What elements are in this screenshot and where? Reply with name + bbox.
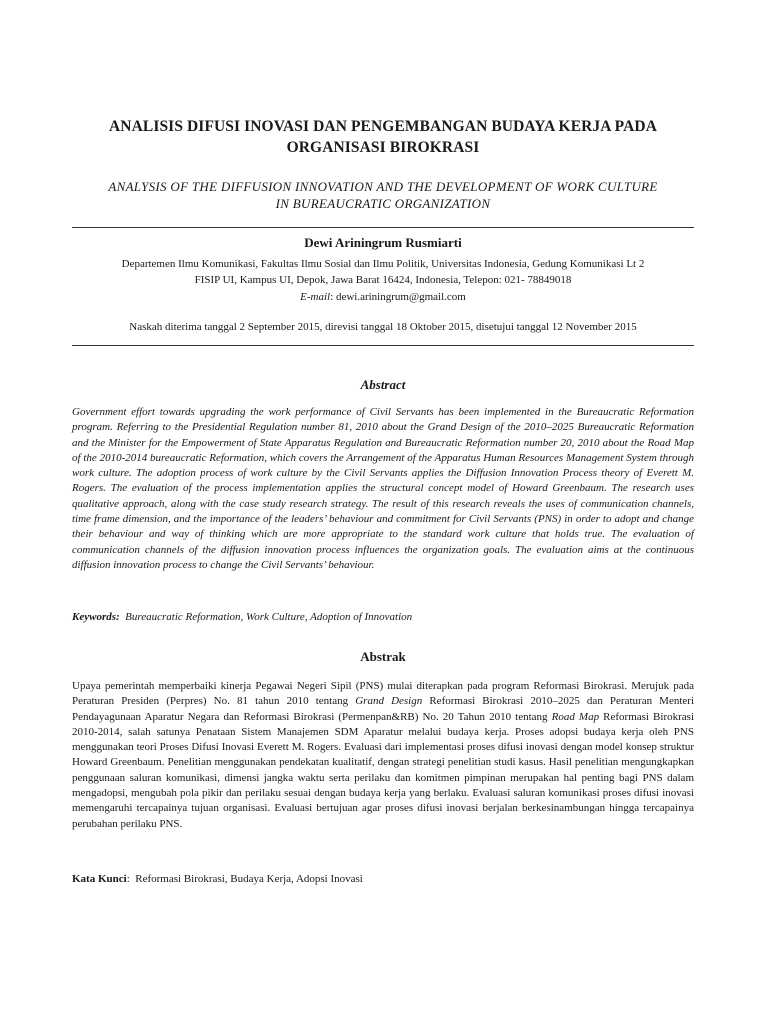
- abstrak-grand-design: Grand Design: [355, 695, 423, 708]
- divider-bottom: [72, 345, 694, 346]
- author-name: Dewi Ariningrum Rusmiarti: [304, 235, 462, 250]
- submission-dates: Naskah diterima tanggal 2 September 2015, direvisi tanggal 18 Oktober 2015, disetujui tanggal 12 November 2015: [129, 321, 637, 333]
- paper-title: [72, 116, 694, 158]
- abstrak-body: [72, 679, 694, 832]
- email-label: E-mail: [300, 291, 331, 303]
- abstract-body: Government effort towards upgrading the work performance of Civil Servants has been implemented in the Bureaucratic Reformation program. Referring to the Presidential Regulation number 81, 2010 about the Grand Design of the 2010–2025 Bureaucratic Reformation and the Minister for the Empowerment of State Apparatus Regulation and Bureaucratic Reformation number 20, 2010 about the Road Map of the 2010-2014 bureaucratic Reformation, which covers the Arrangement of the Apparatus Human Resources Management System through work culture. The adoption process of work culture by the Civil Servants applies the Diffusion Innovation Process theory of Everett M. Rogers. The evaluation of the process implementation applies the structural concept model of Howard Greenbaum. The research uses qualitative approach, along with the case study research strategy. The result of this research reveals the uses of communication channels, time frame dimension, and the importance of the leaders’ behaviour and commitment for Civil Servants (PNS) in order to adopt and change their behaviour and way of thinking which are more appropriate to the standard work culture that holds true. The evaluation of communication channels of the diffusion innovation process influences the organization goals. The evaluation aims at the continuous diffusion innovation process to change the Civil Servants’ behaviour.: [72, 406, 694, 571]
- divider-top: [72, 227, 694, 228]
- abstrak-part-2: Reformasi Birokrasi 2010–2025 dan Peraturan Menteri Pendayagunaan Aparatur Negara dan Reformasi Birokrasi (Permenpan&RB) No. 20 Tahun 2010 tentang: [72, 695, 694, 723]
- abstract-heading: Abstract: [360, 377, 406, 392]
- title-line-1: ANALISIS DIFUSI INOVASI DAN PENGEMBANGAN BUDAYA KERJA PADA: [109, 118, 657, 135]
- paper-title-english: [72, 178, 694, 212]
- keywords-label: Keywords:: [72, 611, 120, 623]
- abstrak-part-3: Reformasi Birokrasi 2010-2014, salah satunya Penataan Sistem Manajemen SDM Aparatur melalui budaya kerja. Proses adopsi budaya kerja oleh PNS menggunakan teori Proses Difusi Inovasi Everett M. Rogers. Evaluasi dari implementasi proses difusi inovasi dengan model konsep struktur Howard Greenbaum. Penelitian menggunakan pendekatan kualitatif, dengan strategi penelitian studi kasus. Hasil penelitian mengungkapkan penggunaan saluran komunikasi, dimensi jangka waktu serta perilaku dan komitmen pimpinan merupakan hal penting bagi PNS dalam mengadopsi, mengubah pola pikir dan perilaku sesuai dengan budaya kerja yang berlaku. Evaluasi saluran komunikasi proses difusi inovasi memengaruhi tercapainya tujuan organisasi. Evaluasi bertujuan agar proses difusi inovasi berjalan berkesinambungan hingga tercapainya perubahan perilaku PNS.: [72, 710, 694, 830]
- kata-kunci: Kata Kunci: Reformasi Birokrasi, Budaya Kerja, Adopsi Inovasi: [72, 873, 363, 885]
- title-en-line-1: ANALYSIS OF THE DIFFUSION INNOVATION AND THE DEVELOPMENT OF WORK CULTURE: [108, 179, 658, 194]
- kata-kunci-label: Kata Kunci: [72, 873, 127, 885]
- abstrak-part-1: Upaya pemerintah memperbaiki kinerja Pegawai Negeri Sipil (PNS) mulai diterapkan pada program Reformasi Birokrasi. Merujuk pada Peraturan Presiden (Perpres) No. 81 tahun 2010 tentang: [72, 680, 694, 708]
- keywords-value: Bureaucratic Reformation, Work Culture, Adoption of Innovation: [125, 611, 413, 623]
- affiliation-line-1: Departemen Ilmu Komunikasi, Fakultas Ilmu Sosial dan Ilmu Politik, Universitas Indonesia, Gedung Komunikasi Lt 2: [121, 258, 645, 270]
- affiliation-line-2: FISIP UI, Kampus UI, Depok, Jawa Barat 16424, Indonesia, Telepon: 021- 78849018: [194, 274, 572, 286]
- email-link[interactable]: dewi.ariningrum@gmail.com: [335, 291, 466, 303]
- author-email: E-mail: dewi.ariningrum@gmail.com: [300, 291, 466, 303]
- abstrak-road-map: Road Map: [551, 710, 600, 723]
- kata-kunci-value: Reformasi Birokrasi, Budaya Kerja, Adopsi Inovasi: [135, 873, 363, 885]
- title-line-2: ORGANISASI BIROKRASI: [286, 139, 480, 156]
- abstrak-heading: Abstrak: [360, 649, 406, 664]
- keywords: [72, 609, 694, 625]
- author-affiliation: [72, 256, 694, 288]
- title-en-line-2: IN BUREAUCRATIC ORGANIZATION: [275, 196, 491, 211]
